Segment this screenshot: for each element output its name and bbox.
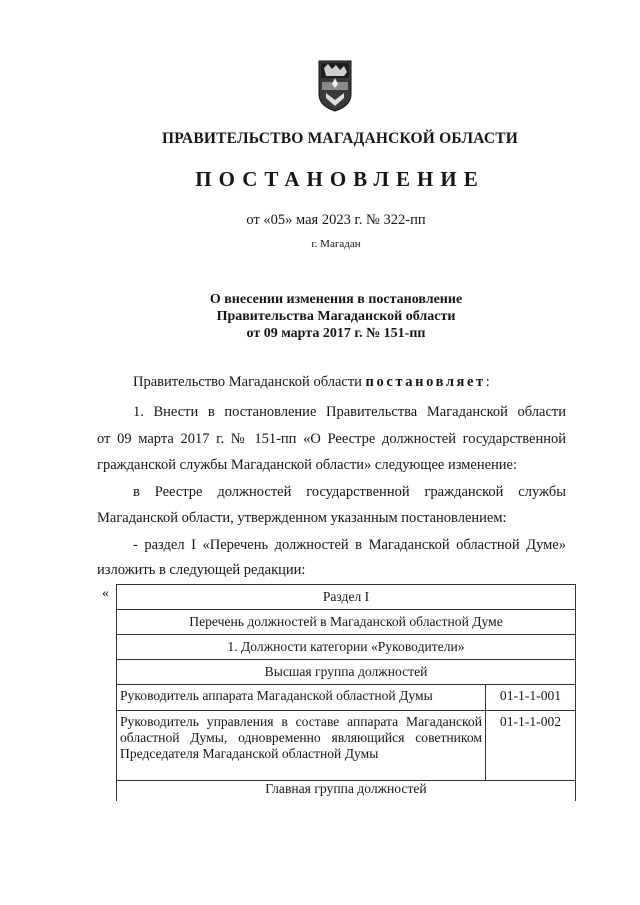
table-row xyxy=(117,635,576,660)
position-name: Руководитель управления в составе аппарата Магаданской областной Думы, одновременно являющийся советником Председателя Магаданской областной Думы xyxy=(117,711,486,781)
decree-subject xyxy=(0,291,640,342)
subject-line: О внесении изменения в постановление xyxy=(209,292,463,307)
paragraph-2-line: в Реестре должностей государственной гражданской службы xyxy=(133,484,566,500)
list-title: Перечень должностей в Магаданской областной Думе xyxy=(117,610,576,635)
paragraph-3-line: - раздел I «Перечень должностей в Магаданской областной Думе» xyxy=(133,537,566,553)
magadan-coat-of-arms-icon xyxy=(318,60,352,112)
group-heading: Высшая группа должностей xyxy=(117,660,576,685)
decree-date-number: от «05» мая 2023 г. № 322-пп xyxy=(246,212,426,228)
document-type: ПОСТАНОВЛЕНИЕ xyxy=(195,167,485,191)
paragraph-1-line: от 09 марта 2017 г. № 151-пп «О Реестре должностей государственной xyxy=(97,431,566,447)
group-heading: Главная группа должностей xyxy=(117,781,576,802)
table-row xyxy=(117,781,576,802)
table-row xyxy=(117,660,576,685)
opening-quote: « xyxy=(102,586,109,601)
table-row xyxy=(117,685,576,711)
paragraph-1-line: 1. Внести в постановление Правительства Магаданской области xyxy=(133,404,566,420)
position-code: 01-1-1-002 xyxy=(486,711,576,781)
position-code: 01-1-1-001 xyxy=(486,685,576,711)
category-heading: 1. Должности категории «Руководители» xyxy=(117,635,576,660)
decree-verb: постановляет xyxy=(365,374,486,390)
intro-paragraph xyxy=(133,374,490,391)
paragraph-1-line: гражданской службы Магаданской области» следующее изменение: xyxy=(97,457,518,473)
city: г. Магадан xyxy=(311,238,361,250)
paragraph-2-line: Магаданской области, утвержденном указанным постановлением: xyxy=(97,510,507,526)
intro-colon: : xyxy=(485,374,490,390)
subject-line: Правительства Магаданской области xyxy=(216,309,456,324)
intro-text: Правительство Магаданской области xyxy=(133,374,362,390)
subject-line: от 09 марта 2017 г. № 151-пп xyxy=(246,326,426,341)
paragraph-3-line: изложить в следующей редакции: xyxy=(97,562,306,578)
table-row xyxy=(117,585,576,610)
table-row xyxy=(117,610,576,635)
table-row xyxy=(117,711,576,781)
section-heading: Раздел I xyxy=(117,585,576,610)
government-title: ПРАВИТЕЛЬСТВО МАГАДАНСКОЙ ОБЛАСТИ xyxy=(161,130,519,147)
positions-table xyxy=(116,584,576,801)
position-name: Руководитель аппарата Магаданской областной Думы xyxy=(117,685,486,711)
